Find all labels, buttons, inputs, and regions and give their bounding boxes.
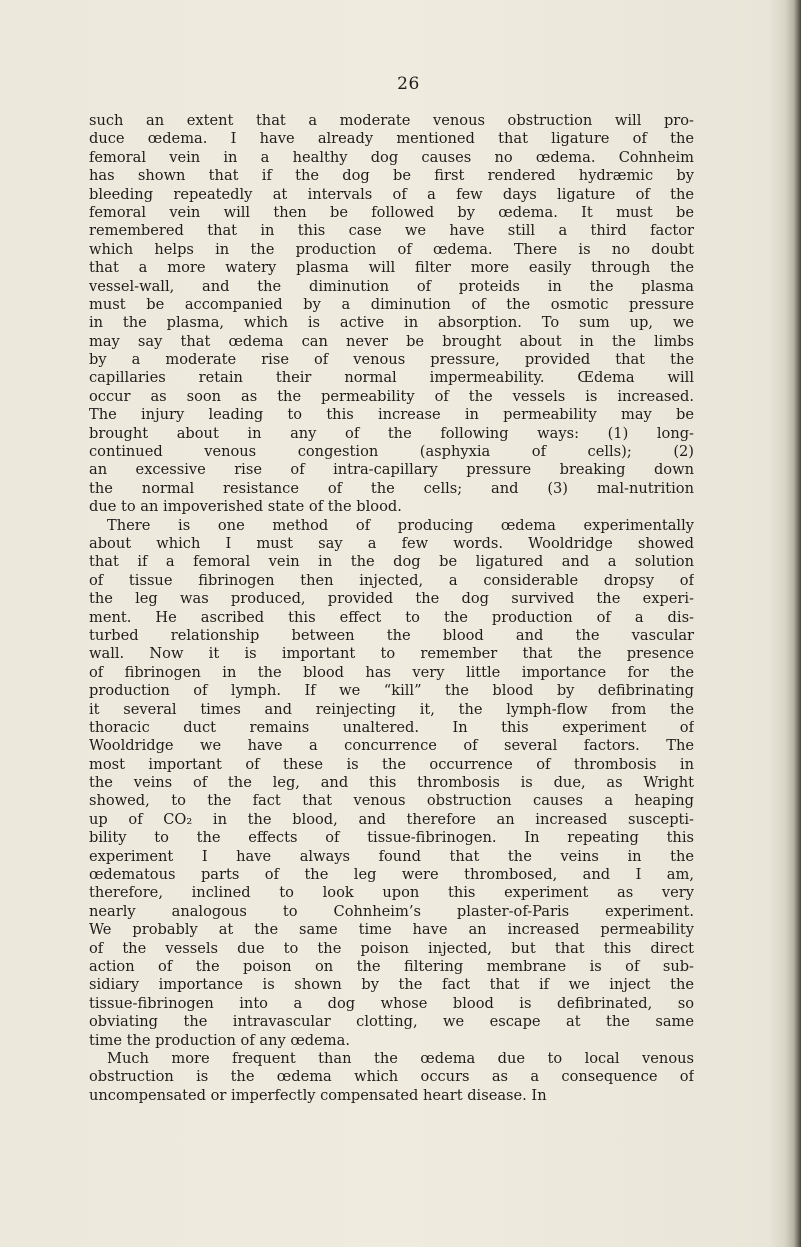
- text-line: therefore, inclined to look upon this experiment as very: [89, 884, 694, 902]
- text-line: femoral vein in a healthy dog causes no œdema. Cohnheim: [89, 148, 694, 166]
- text-line: The injury leading to this increase in permeability may be: [89, 406, 694, 424]
- body-text: [89, 112, 694, 1105]
- text-line: remembered that in this case we have still a third factor: [89, 222, 694, 240]
- text-line: showed, to the fact that venous obstruction causes a heaping: [89, 792, 694, 810]
- text-line: There is one method of producing œdema experimentally: [107, 516, 694, 534]
- text-line: obviating the intravascular clotting, we escape at the same: [89, 1013, 694, 1031]
- text-line: may say that œdema can never be brought about in the limbs: [89, 332, 694, 350]
- text-line: production of lymph. If we “kill” the blood by defibrinating: [89, 682, 694, 700]
- text-line: up of CO₂ in the blood, and therefore an increased suscepti-: [89, 810, 694, 828]
- paragraph-wooldridge-experiment: [89, 517, 694, 1050]
- text-line: it several times and reinjecting it, the lymph-flow from the: [89, 700, 694, 718]
- text-line: turbed relationship between the blood and the vascular: [89, 626, 694, 644]
- text-line: œdematous parts of the leg were thrombosed, and I am,: [89, 866, 694, 884]
- page-number: 26: [397, 74, 420, 94]
- text-line: time the production of any œdema.: [89, 1031, 350, 1049]
- text-line: tissue-fibrinogen into a dog whose blood is defibrinated, so: [89, 994, 694, 1012]
- text-line: that if a femoral vein in the dog be ligatured and a solution: [89, 553, 694, 571]
- text-line: Wooldridge we have a concurrence of several factors. The: [89, 737, 694, 755]
- text-line: wall. Now it is important to remember that the presence: [89, 645, 694, 663]
- text-line: uncompensated or imperfectly compensated heart disease. In: [89, 1086, 547, 1104]
- text-line: obstruction is the œdema which occurs as a consequence of: [89, 1068, 694, 1086]
- text-line: must be accompanied by a diminution of the osmotic pressure: [89, 295, 694, 313]
- text-line: the leg was produced, provided the dog survived the experi-: [89, 590, 694, 608]
- text-line: has shown that if the dog be first rendered hydræmic by: [89, 167, 694, 185]
- text-line: about which I must say a few words. Wooldridge showed: [89, 534, 694, 552]
- text-line: action of the poison on the filtering membrane is of sub-: [89, 957, 694, 975]
- text-line: experiment I have always found that the veins in the: [89, 847, 694, 865]
- page-edge-shadow: [794, 0, 801, 1247]
- text-line: due to an impoverished state of the blood.: [89, 498, 402, 516]
- text-line: the normal resistance of the cells; and (3) mal-nutrition: [89, 479, 694, 497]
- text-line: the veins of the leg, and this thrombosis is due, as Wright: [89, 774, 694, 792]
- text-line: bleeding repeatedly at intervals of a few days ligature of the: [89, 185, 694, 203]
- text-line: by a moderate rise of venous pressure, provided that the: [89, 351, 694, 369]
- text-line: of tissue fibrinogen then injected, a considerable dropsy of: [89, 571, 694, 589]
- text-line: of the vessels due to the poison injected, but that this direct: [89, 939, 694, 957]
- text-line: vessel-wall, and the diminution of proteids in the plasma: [89, 277, 694, 295]
- text-line: continued venous congestion (asphyxia of cells); (2): [89, 443, 694, 461]
- paragraph-oedema-venous-obstruction: [89, 112, 694, 517]
- text-line: ment. He ascribed this effect to the production of a dis-: [89, 608, 694, 626]
- text-line: in the plasma, which is active in absorption. To sum up, we: [89, 314, 694, 332]
- text-line: sidiary importance is shown by the fact that if we inject the: [89, 976, 694, 994]
- text-line: Much more frequent than the œdema due to local venous: [107, 1049, 694, 1067]
- text-line: which helps in the production of œdema. There is no doubt: [89, 240, 694, 258]
- text-line: an excessive rise of intra-capillary pressure breaking down: [89, 461, 694, 479]
- paragraph-heart-disease-oedema: [89, 1050, 694, 1105]
- text-line: nearly analogous to Cohnheim’s plaster-of-Paris experiment.: [89, 902, 694, 920]
- text-line: such an extent that a moderate venous obstruction will pro-: [89, 112, 694, 129]
- text-line: thoracic duct remains unaltered. In this experiment of: [89, 718, 694, 736]
- text-line: brought about in any of the following ways: (1) long-: [89, 424, 694, 442]
- text-line: that a more watery plasma will filter more easily through the: [89, 259, 694, 277]
- text-line: occur as soon as the permeability of the vessels is increased.: [89, 387, 694, 405]
- text-line: capillaries retain their normal impermeability. Œdema will: [89, 369, 694, 387]
- text-line: We probably at the same time have an increased permeability: [89, 921, 694, 939]
- text-line: most important of these is the occurrence of thrombosis in: [89, 755, 694, 773]
- text-line: bility to the effects of tissue-fibrinogen. In repeating this: [89, 829, 694, 847]
- text-line: of fibrinogen in the blood has very little importance for the: [89, 663, 694, 681]
- text-line: femoral vein will then be followed by œdema. It must be: [89, 203, 694, 221]
- text-line: duce œdema. I have already mentioned that ligature of the: [89, 130, 694, 148]
